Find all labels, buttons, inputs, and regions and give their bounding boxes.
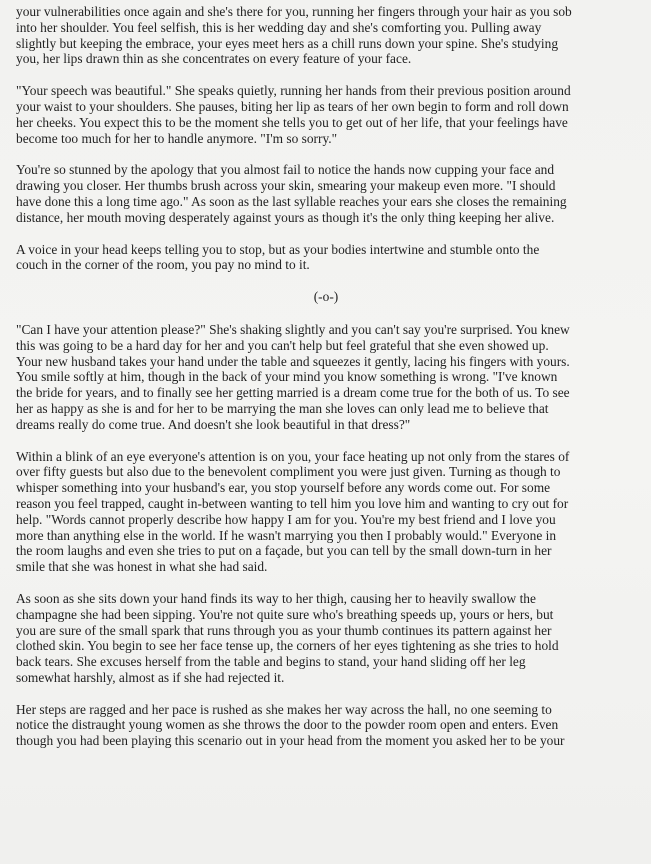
text-line: couch in the corner of the room, you pay no mind to it. bbox=[16, 257, 310, 273]
text-line: the room laughs and even she tries to put on a façade, but you can tell by the small down-turn in her bbox=[16, 543, 552, 559]
text-line: become too much for her to handle anymore. "I'm so sorry." bbox=[16, 130, 338, 146]
text-line: into her shoulder. You feel selfish, this is her wedding day and she's comforting you. Pulling away bbox=[16, 19, 542, 35]
text-line: help. "Words cannot properly describe how happy I am for you. You're my best friend and I love you bbox=[16, 511, 556, 527]
text-line: A voice in your head keeps telling you to stop, but as your bodies intertwine and stumble onto the bbox=[16, 241, 540, 257]
text-line: clothed skin. You begin to see her face tense up, the corners of her eyes tightening as she tries to hold bbox=[16, 638, 559, 654]
text-line: more than anything else in the world. If he wasn't marrying you then I probably would." Everyone in bbox=[16, 527, 557, 543]
text-line: your vulnerabilities once again and she's there for you, running her fingers through your hair as you sob bbox=[16, 4, 572, 19]
text-line: somewhat harshly, almost as if she had rejected it. bbox=[16, 669, 285, 685]
text-line: distance, her mouth moving desperately against yours as though it's the only thing keeping her alive. bbox=[16, 209, 555, 225]
text-line: you are sure of the small spark that runs through you as your thumb continues its pattern against her bbox=[16, 622, 552, 638]
paragraph bbox=[16, 449, 636, 575]
text-line: champagne she had been sipping. You're not quite sure who's breathing speeds up, yours or hers, but bbox=[16, 606, 554, 622]
text-line: notice the distraught young women as she throws the door to the powder room open and enters. Even bbox=[16, 717, 559, 733]
paragraph bbox=[16, 4, 636, 67]
text-line: this was going to be a hard day for her and you can't help but feel grateful that she even showed up. bbox=[16, 337, 549, 353]
text-line: Within a blink of an eye everyone's attention is on you, your face heating up not only from the stares of bbox=[16, 448, 570, 464]
text-line: smile that she was honest in what she had said. bbox=[16, 559, 268, 575]
text-line: "Your speech was beautiful." She speaks quietly, running her hands from their previous position around bbox=[16, 83, 571, 99]
text-line: have done this a long time ago." As soon as the last syllable reaches your ears she closes the remaining bbox=[16, 193, 567, 209]
text-line: You smile softly at him, though in the back of your mind you know something is wrong. "I've known bbox=[16, 369, 558, 385]
paragraph bbox=[16, 591, 636, 686]
text-line: reason you feel trapped, caught in-between wanting to tell him you love him and wanting to cry out for bbox=[16, 495, 569, 511]
text-line: back tears. She excuses herself from the table and begins to stand, your hand sliding off her leg bbox=[16, 654, 526, 670]
text-line: over fifty guests but also due to the benevolent compliment you were just given. Turning as though to bbox=[16, 464, 561, 480]
text-line: the bride for years, and to finally see her getting married is a dream come true for the both of us. To see bbox=[16, 385, 570, 401]
text-line: drawing you closer. Her thumbs brush across your skin, smearing your makeup even more. "I should bbox=[16, 178, 556, 194]
paragraph bbox=[16, 83, 636, 146]
document-body bbox=[16, 4, 636, 765]
text-line: slightly but keeping the embrace, your eyes meet hers as a chill runs down your spine. She's studying bbox=[16, 35, 559, 51]
paragraph bbox=[16, 242, 636, 274]
text-line: her cheeks. You expect this to be the moment she tells you to get out of her life, that your feelings have bbox=[16, 114, 568, 130]
text-line: Your new husband takes your hand under the table and squeezes it gently, lacing his fingers with yours. bbox=[16, 353, 570, 369]
text-line: though you had been playing this scenario out in your head from the moment you asked her to be your bbox=[16, 733, 565, 749]
text-line: whisper something into your husband's ear, you stop yourself before any words come out. For some bbox=[16, 480, 551, 496]
section-separator: (-o-) bbox=[313, 289, 339, 305]
text-line: you, her lips drawn thin as she concentrates on every feature of your face. bbox=[16, 51, 412, 67]
paragraph bbox=[16, 702, 636, 749]
paragraph bbox=[16, 162, 636, 225]
text-line: Her steps are ragged and her pace is rushed as she makes her way across the hall, no one seeming to bbox=[16, 701, 552, 717]
text-line: "Can I have your attention please?" She's shaking slightly and you can't say you're surprised. You knew bbox=[16, 321, 570, 337]
paragraph bbox=[16, 322, 636, 433]
text-line: As soon as she sits down your hand finds its way to her thigh, causing her to heavily swallow the bbox=[16, 590, 536, 606]
text-line: her as happy as she is and for her to be marrying the man she loves can only lead me to believe that bbox=[16, 400, 549, 416]
text-line: dreams really do come true. And doesn't she look beautiful in that dress?" bbox=[16, 416, 411, 432]
text-line: You're so stunned by the apology that you almost fail to notice the hands now cupping your face and bbox=[16, 162, 555, 178]
text-line: your waist to your shoulders. She pauses, biting her lip as tears of her own begin to form and roll down bbox=[16, 98, 569, 114]
